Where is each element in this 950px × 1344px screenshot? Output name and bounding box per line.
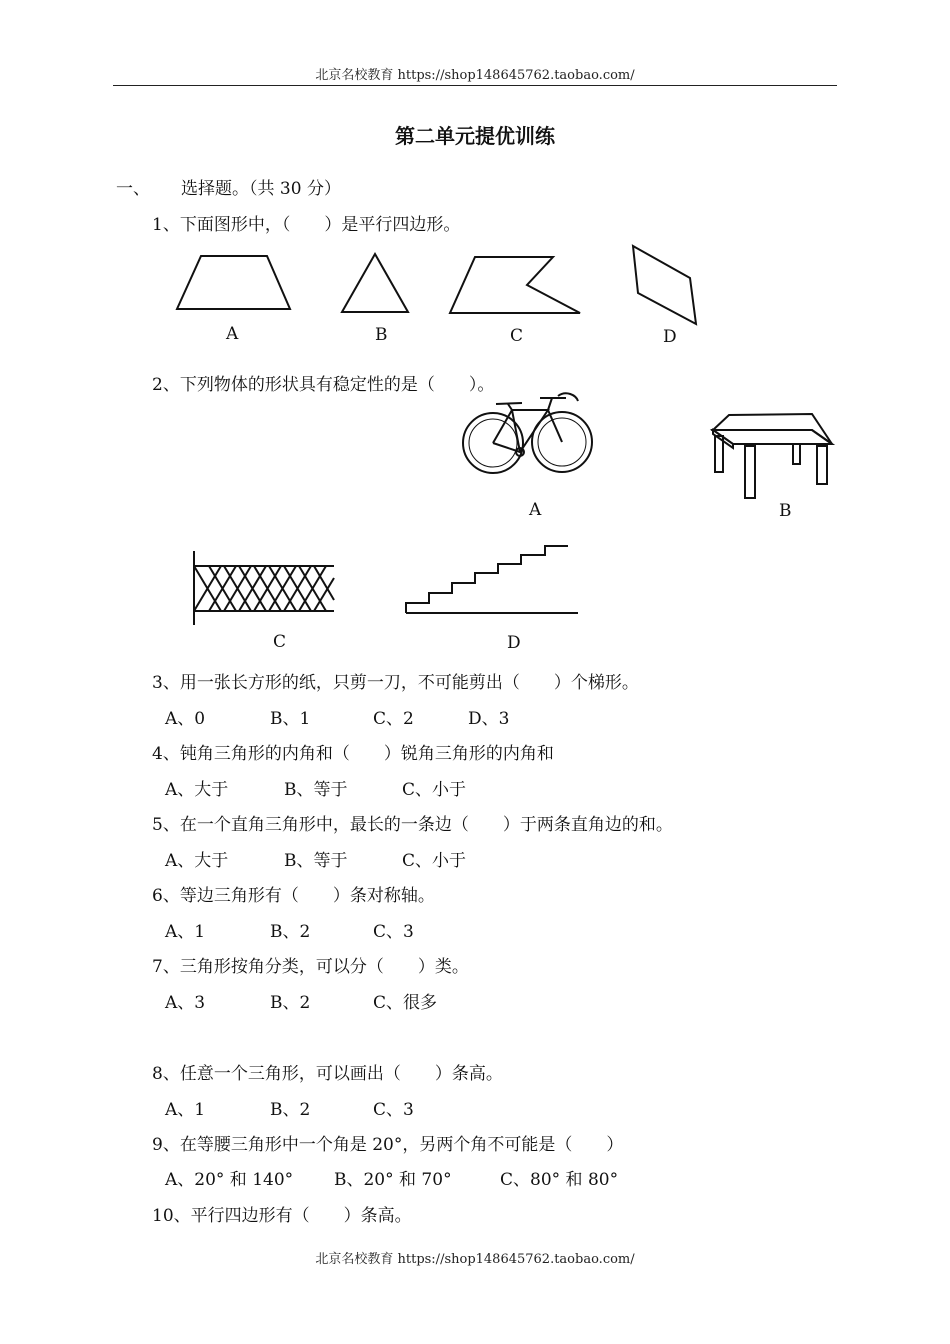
- q1-label-b: B: [375, 325, 388, 345]
- q1-label-a: A: [226, 324, 239, 344]
- q1-label-c: C: [510, 326, 524, 346]
- q9-option-a: A、20° 和 140°: [165, 1170, 294, 1190]
- question-5: 5、在一个直角三角形中，最长的一条边（ ）于两条直角边的和。: [152, 815, 673, 835]
- question-3: 3、用一张长方形的纸，只剪一刀，不可能剪出（ ）个梯形。: [152, 673, 639, 693]
- question-9: 9、在等腰三角形中一个角是 20°，另两个角不可能是（ ）: [152, 1135, 624, 1155]
- q6-option-a: A、1: [165, 922, 206, 942]
- q2-label-b: B: [779, 501, 792, 521]
- question-1: 1、下面图形中，（ ）是平行四边形。: [152, 215, 461, 235]
- q8-option-a: A、1: [165, 1100, 206, 1120]
- q3-option-c: C、2: [373, 709, 414, 729]
- q2-label-a: A: [529, 500, 542, 520]
- q1-label-d: D: [663, 327, 677, 347]
- q3-option-b: B、1: [270, 709, 311, 729]
- question-10: 10、平行四边形有（ ）条高。: [152, 1206, 412, 1226]
- q5-option-c: C、小于: [402, 851, 467, 871]
- question-7: 7、三角形按角分类，可以分（ ）类。: [152, 957, 469, 977]
- bicycle-icon: [463, 393, 592, 473]
- question-6: 6、等边三角形有（ ）条对称轴。: [152, 886, 435, 906]
- q2-label-d: D: [507, 633, 521, 653]
- question-2: 2、下列物体的形状具有稳定性的是（ ）。: [152, 375, 495, 395]
- section-heading: 选择题。（共 30 分）: [181, 179, 341, 199]
- section-number: 一、: [116, 179, 150, 199]
- q2-objects-figure: [0, 0, 950, 660]
- q7-option-b: B、2: [270, 993, 311, 1013]
- q8-option-c: C、3: [373, 1100, 414, 1120]
- page-footer: 北京名校教育 https://shop148645762.taobao.com/: [315, 1252, 635, 1267]
- q6-option-c: C、3: [373, 922, 414, 942]
- question-8: 8、任意一个三角形，可以画出（ ）条高。: [152, 1064, 503, 1084]
- lattice-fence-icon: [194, 551, 334, 625]
- question-4: 4、钝角三角形的内角和（ ）锐角三角形的内角和: [152, 744, 554, 764]
- q6-option-b: B、2: [270, 922, 311, 942]
- q3-option-d: D、3: [468, 709, 510, 729]
- staircase-icon: [406, 546, 578, 613]
- q9-option-c: C、80° 和 80°: [500, 1170, 619, 1190]
- q7-option-c: C、很多: [373, 993, 438, 1013]
- q4-option-b: B、等于: [284, 780, 348, 800]
- q7-option-a: A、3: [165, 993, 206, 1013]
- page-header: 北京名校教育 https://shop148645762.taobao.com/: [315, 68, 635, 83]
- q8-option-b: B、2: [270, 1100, 311, 1120]
- q2-label-c: C: [273, 632, 287, 652]
- q3-option-a: A、0: [165, 709, 206, 729]
- q5-option-b: B、等于: [284, 851, 348, 871]
- q4-option-c: C、小于: [402, 780, 467, 800]
- q9-option-b: B、20° 和 70°: [334, 1170, 452, 1190]
- table-icon: [713, 414, 832, 498]
- page-title: 第二单元提优训练: [395, 124, 555, 148]
- q5-option-a: A、大于: [165, 851, 229, 871]
- q4-option-a: A、大于: [165, 780, 229, 800]
